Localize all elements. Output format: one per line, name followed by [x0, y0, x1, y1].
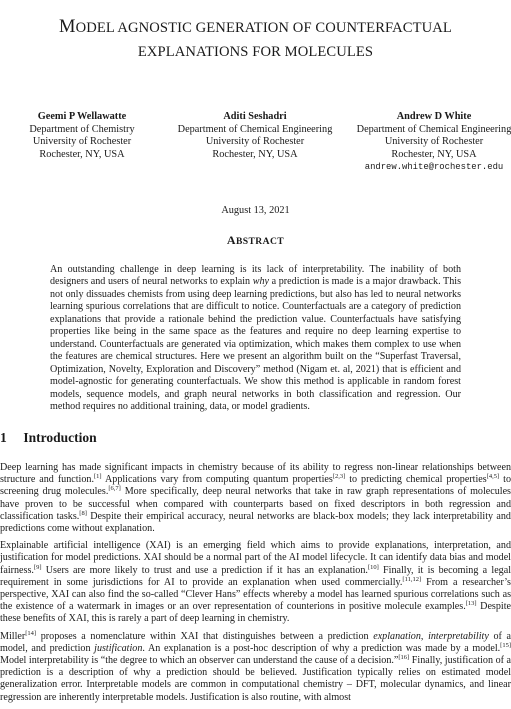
paragraph: Deep learning has made significant impacts in chemistry because of its ability to regress non-linear relationships between structure and function.[1] Applications vary from computing quantum properties[2,3] to predicting chemical properties[4,5] to screening drug molecules.[6,7] More specifically, deep neural networks that take in raw graph representations of molecules have proven to be successful when compared with counterparts based on fixed descriptors in both regression and classification tasks.[8] Despite their empirical accuracy, neural networks are black-box models; they lack interpretability and predictions come without explanation. — [0, 462, 511, 535]
abstract-text: An outstanding challenge in deep learning is its lack of interpretability. The inability of both designers and users of neural networks to explain why a prediction is made is a major drawback. This not only dissuades chemists from using deep learning predictions, but also has led to neural networks learning spurious correlations that are difficult to notice. Counterfactuals are a category of prediction explanations that provide a rationale behind the prediction value. Counterfactuals have satisfying properties like being in the same space as the features and require no deep learning expertise to understand. Counterfactuals are generated via optimization, which makes them complex to use when the features are chemical structures. Here we present an algorithm built on the “Superfast Traversal, Optimization, Novelty, Exploration and Discovery” method (Nigam et. al, 2021) that is efficient and model-agnostic for generating counterfactuals. We show this method is applicable in random forest models, sequence models, and graph neural networks in both classification and regression. Our method requires no additional training, data, or model gradients. — [50, 264, 461, 412]
citation[interactable]: [10] — [367, 563, 379, 571]
abstract-heading: ABSTRACT — [226, 233, 285, 247]
introduction-body — [0, 462, 511, 709]
citation[interactable]: [6,7] — [108, 485, 121, 493]
section-heading — [0, 430, 97, 446]
paragraph: Explainable artificial intelligence (XAI) is an emerging field which aims to provide explanations, interpretation, and justification for model predictions. XAI should be a normal part of the AI model lifecycle. It can identify data bias and model fairness.[9] Users are more likely to trust and use a prediction if it has an explanation.[10] Finally, it is becoming a legal requirement in some jurisdictions for AI to provide an explanation when used commercially.[11,12] From a researcher’s perspective, XAI can also find the so-called “Clever Hans” effects whereby a model has learned spurious correlations such as the existence of a watermark in images or an over representation of counterions in positive molecule examples.[13] Despite these benefits of XAI, this is rarely a part of deep learning in chemistry. — [0, 540, 511, 625]
publication-date: August 13, 2021 — [221, 205, 290, 216]
author-department: Department of Chemistry — [29, 123, 135, 135]
citation[interactable]: [4,5] — [486, 473, 500, 481]
title-line-2: EXPLANATIONS FOR MOLECULES — [137, 44, 374, 60]
section-title: Introduction — [23, 430, 97, 445]
author-department: Department of Chemical Engineering — [356, 123, 511, 135]
citation[interactable]: [1] — [93, 473, 102, 481]
author-university: University of Rochester — [205, 136, 305, 148]
section-number: 1 — [0, 430, 7, 445]
paragraph: Miller[14] proposes a nomenclature within XAI that distinguishes between a prediction explanation, interpretability of a model, and prediction justification. An explanation is a post-hoc description of why a prediction was made by a model.[15] Model interpretability is “the degree to which an observer can understand the cause of a decision.”[16] Finally, justification of a prediction is a description of why a prediction should be believed. Justification typically relies on estimated model generalization error. Interpretable models are common in computational chemistry – DFT, molecular dynamics, and linear regression are inherently interpretable models. Justification is also routine, with almost — [0, 629, 511, 703]
author-name: Andrew D White — [396, 111, 472, 122]
citation[interactable]: [11,12] — [402, 575, 422, 583]
author-block — [2, 111, 162, 161]
author-block — [157, 111, 353, 161]
author-name: Aditi Seshadri — [223, 111, 287, 122]
author-location: Rochester, NY, USA — [39, 148, 125, 160]
citation[interactable]: [15] — [500, 641, 511, 649]
author-university: University of Rochester — [32, 136, 132, 148]
citation[interactable]: [8] — [79, 509, 87, 517]
author-department: Department of Chemical Engineering — [177, 123, 333, 135]
author-name: Geemi P Wellawatte — [37, 111, 127, 122]
citation[interactable]: [13] — [465, 600, 477, 608]
author-block — [349, 111, 511, 174]
author-university: University of Rochester — [384, 136, 484, 148]
author-location: Rochester, NY, USA — [391, 148, 477, 160]
paper-title — [20, 16, 491, 64]
title-line-1: MODEL AGNOSTIC GENERATION OF COUNTERFACTUAL — [59, 17, 452, 37]
author-email[interactable]: andrew.white@rochester.edu — [364, 162, 504, 173]
citation[interactable]: [2,3] — [332, 473, 346, 481]
citation[interactable]: [9] — [33, 563, 42, 571]
author-location: Rochester, NY, USA — [212, 148, 298, 160]
citation[interactable]: [14] — [25, 629, 37, 637]
citation[interactable]: [16] — [398, 654, 410, 662]
